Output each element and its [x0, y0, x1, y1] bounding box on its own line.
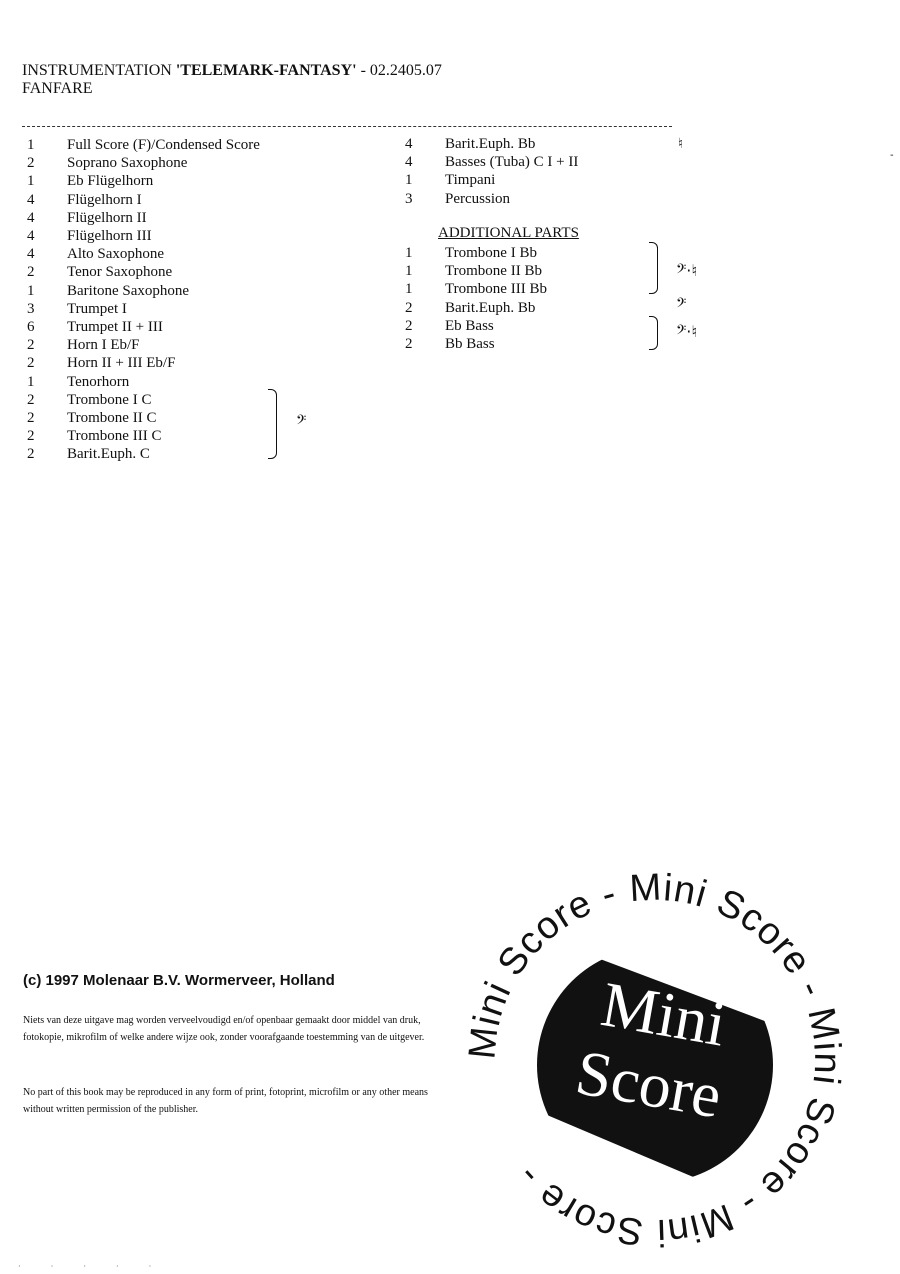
part-quantity: 4: [405, 154, 413, 171]
part-quantity: 4: [405, 136, 413, 152]
part-quantity: 2: [27, 391, 35, 408]
part-name: Barit.Euph. Bb: [445, 299, 536, 316]
edge-mark-icon: -: [890, 150, 894, 161]
part-quantity: 3: [405, 190, 413, 207]
part-name: Tenorhorn: [67, 373, 130, 390]
part-quantity: 1: [405, 172, 413, 189]
copyright-notice-dutch: Niets van deze uitgave mag worden verveelvoudigd en/of openbaar gemaakt door middel van druk, fotokopie, mikrofilm of welke andere wijze ook, zonder voorafgaande toestemming van de uitgever.: [23, 1015, 425, 1043]
part-quantity: 4: [27, 228, 35, 244]
bass-clef-icon: 𝄢: [676, 295, 687, 314]
part-name: Eb Bass: [445, 317, 494, 334]
copyright-notice-english: No part of this book may be reproduced in any form of print, fotoprint, microfilm or any other means without written permission of the publisher.: [23, 1087, 428, 1115]
stamp-ring-text: Mini Score - Mini Score - Mini Score - Mini Score -: [461, 866, 849, 1254]
bass-treble-clef-icon: 𝄢·♮: [676, 261, 698, 280]
part-name: Trombone II Bb: [445, 263, 542, 280]
part-quantity: 2: [27, 446, 35, 463]
part-quantity: 1: [27, 373, 35, 390]
bracket-trombones-c: [268, 389, 277, 459]
title-catalog-number: - 02.2405.07: [356, 62, 442, 79]
part-quantity: 4: [27, 246, 35, 263]
part-name: Barit.Euph. Bb: [445, 136, 536, 152]
part-name: Barit.Euph. C: [67, 446, 150, 463]
bass-treble-clef-icon: 𝄢·♮: [676, 322, 698, 341]
document-subtitle: FANFARE: [22, 80, 93, 97]
scan-dots: · · · · ·: [18, 1262, 166, 1271]
title-work-name: 'TELEMARK-FANTASY': [175, 62, 357, 79]
part-name: Flügelhorn III: [67, 228, 152, 244]
part-quantity: 1: [27, 282, 35, 299]
part-name: Trumpet I: [67, 300, 127, 317]
part-name: Trombone III Bb: [445, 281, 547, 298]
part-name: Flügelhorn I: [67, 191, 142, 208]
part-name: Tenor Saxophone: [67, 264, 173, 281]
part-name: Horn II + III Eb/F: [67, 355, 176, 372]
part-quantity: 1: [27, 137, 35, 153]
part-name: Full Score (F)/Condensed Score: [67, 137, 260, 153]
part-name: Percussion: [445, 190, 510, 207]
part-name: Soprano Saxophone: [67, 155, 188, 172]
part-name: Eb Flügelhorn: [67, 173, 154, 190]
part-quantity: 4: [27, 191, 35, 208]
part-name: Baritone Saxophone: [67, 282, 190, 299]
part-name: Flügelhorn II: [67, 209, 147, 226]
part-quantity: 2: [27, 155, 35, 172]
part-quantity: 2: [405, 299, 413, 316]
bracket-trombones-bb: [649, 242, 658, 294]
stamp-center-score: Score: [570, 1036, 727, 1132]
part-name: Trombone I C: [67, 391, 152, 408]
part-quantity: 2: [405, 336, 413, 352]
part-name: Trombone I Bb: [445, 245, 537, 261]
header: [22, 62, 442, 98]
part-quantity: 1: [27, 173, 35, 190]
part-quantity: 2: [27, 355, 35, 372]
part-name: Alto Saxophone: [67, 246, 165, 263]
part-quantity: 2: [27, 337, 35, 354]
part-name: Trombone II C: [67, 410, 157, 426]
part-name: Timpani: [445, 172, 496, 189]
part-quantity: 6: [27, 319, 35, 335]
part-quantity: 1: [405, 263, 413, 280]
part-name: Trombone III C: [67, 428, 162, 445]
part-quantity: 2: [27, 264, 35, 281]
bass-clef-icon: 𝄢: [296, 412, 307, 431]
part-quantity: 1: [405, 281, 413, 298]
part-quantity: 1: [405, 245, 413, 261]
part-name: Trumpet II + III: [67, 319, 163, 335]
part-name: Horn I Eb/F: [67, 337, 140, 354]
bracket-basses: [649, 316, 658, 350]
part-quantity: 4: [27, 209, 35, 226]
additional-parts-heading: ADDITIONAL PARTS: [438, 225, 579, 241]
document-title: [22, 62, 442, 80]
part-quantity: 2: [27, 428, 35, 445]
divider-rule: [22, 126, 672, 127]
part-quantity: 2: [27, 410, 35, 426]
title-prefix: INSTRUMENTATION: [22, 62, 176, 79]
copyright-line: (c) 1997 Molenaar B.V. Wormerveer, Holland: [23, 972, 335, 989]
part-name: Bb Bass: [445, 336, 495, 352]
part-name: Basses (Tuba) C I + II: [445, 154, 579, 171]
stamp-center-mini: Mini: [596, 968, 732, 1060]
part-quantity: 3: [27, 300, 35, 317]
treble-clef-icon: ♮: [678, 136, 684, 152]
part-quantity: 2: [405, 317, 413, 334]
mini-score-stamp: [455, 860, 855, 1260]
